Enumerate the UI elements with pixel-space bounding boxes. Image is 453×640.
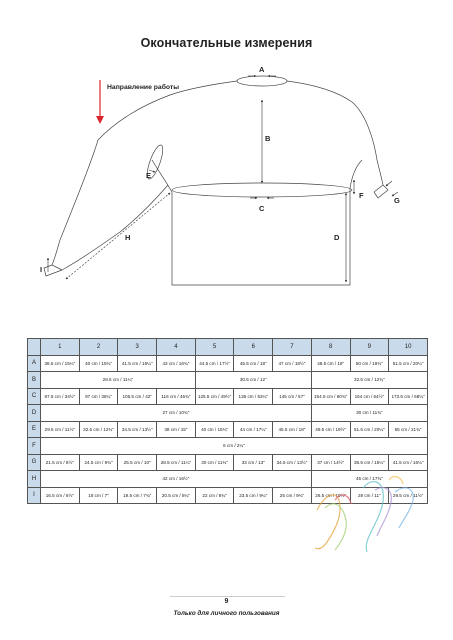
table-corner-cell [28,339,41,356]
table-row [28,388,428,405]
measurement-cell: 21.5 cm / 8½" [41,454,80,471]
measurement-cell: 20.5 cm / 8¼" [157,487,196,504]
table-row [28,438,428,455]
measurement-cell: 173.5 cm / 68¼" [389,388,428,405]
table-row [28,421,428,438]
size-column-header: 9 [350,339,389,356]
measurement-cell: 48.5 cm / 19" [311,355,350,372]
measurement-cell: 25 cm / 9¾" [273,487,312,504]
measurement-cell: 45.5 cm / 18" [234,355,273,372]
measurement-cell: 51.5 cm / 20¼" [389,355,428,372]
measurement-cell: 30.5 cm / 12" [195,372,311,389]
measurement-cell: 27 cm / 10¾" [41,405,312,422]
label-e: E [146,171,152,180]
measurement-cell: 40 cm / 15¾" [195,421,234,438]
measurement-cell: 164 cm / 64½" [350,388,389,405]
label-h: H [125,233,131,242]
measurement-cell: 125.5 cm / 49½" [195,388,234,405]
footer-divider [170,596,285,597]
measurement-cell: 30 cm / 11¾" [311,405,427,422]
table-row [28,405,428,422]
size-column-header: 10 [389,339,428,356]
measurement-cell: 26.5 cm / 10½" [311,487,350,504]
measurement-cell: 37 cm / 14½" [311,454,350,471]
measurement-cell: 6 cm / 2¼" [41,438,428,455]
work-direction-label: Направление работы [107,84,180,91]
label-f: F [359,191,364,200]
measurement-row-label: E [28,421,41,438]
size-column-header: 1 [41,339,80,356]
table-row [28,454,428,471]
measurement-cell: 38.5 cm / 15¼" [41,355,80,372]
measurement-cell: 32.5 cm / 12¾" [311,372,427,389]
label-g: G [394,196,400,205]
size-column-header: 3 [118,339,157,356]
measurement-cell: 22 cm / 8¾" [195,487,234,504]
page-number: 9 [224,598,229,605]
measurement-cell: 18 cm / 7" [79,487,118,504]
measurement-cell: 30 cm / 11¾" [195,454,234,471]
measurement-row-label: A [28,355,41,372]
measurement-cell: 19.5 cm / 7¾" [118,487,157,504]
measurement-cell: 55 cm / 21¾" [389,421,428,438]
measurement-cell: 44.5 cm / 17½" [195,355,234,372]
measurement-cell: 34.5 cm / 13½" [273,454,312,471]
label-b: B [265,134,271,143]
measurement-cell: 16.5 cm / 6½" [41,487,80,504]
decorative-figures-image [305,470,425,560]
measurement-cell: 154.5 cm / 60¾" [311,388,350,405]
measurement-cell: 23.5 cm / 9¼" [234,487,273,504]
measurement-cell: 97 cm / 38¼" [79,388,118,405]
measurement-cell: 49.5 cm / 19½" [311,421,350,438]
measurement-row-label: I [28,487,41,504]
table-row [28,355,428,372]
measurement-cell: 25.5 cm / 10" [118,454,157,471]
measurement-cell: 43 cm / 16¾" [157,355,196,372]
measurement-cell: 28.5 cm / 11¼" [157,454,196,471]
measurement-cell: 145 cm / 57" [273,388,312,405]
measurement-cell: 29.5 cm / 11½" [389,487,428,504]
measurement-cell: 42 cm / 16½" [41,471,312,488]
measurement-cell: 45 cm / 17¾" [311,471,427,488]
measurement-cell: 45.5 cm / 18" [273,421,312,438]
measurement-row-label: D [28,405,41,422]
measurement-cell: 40 cm / 15¾" [79,355,118,372]
measurement-row-label: F [28,438,41,455]
size-column-header: 7 [273,339,312,356]
measurement-cell: 41.5 cm / 16¼" [118,355,157,372]
measurement-cell: 32.5 cm / 12¾" [79,421,118,438]
page-title: Окончательные измерения [140,36,313,50]
measurement-row-label: G [28,454,41,471]
measurement-cell: 50 cm / 19¾" [350,355,389,372]
measurement-cell: 28 cm / 11" [350,487,389,504]
size-column-header: 8 [311,339,350,356]
size-column-header: 2 [79,339,118,356]
measurement-row-label: B [28,372,41,389]
measurement-cell: 87.5 cm / 34½" [41,388,80,405]
label-a: A [259,65,265,74]
garment-schematic [0,0,453,300]
size-column-header: 6 [234,339,273,356]
table-header-row [28,339,428,356]
measurement-cell: 29.5 cm / 11½" [41,421,80,438]
measurement-cell: 41.5 cm / 16¼" [389,454,428,471]
size-column-header: 5 [195,339,234,356]
measurement-cell: 44 cm / 17¼" [234,421,273,438]
label-c: C [259,204,265,213]
measurement-cell: 38 cm / 15" [157,421,196,438]
measurement-cell: 116 cm / 45¾" [157,388,196,405]
measurement-cell: 106.5 cm / 42" [118,388,157,405]
measurement-cell: 24.5 cm / 9¾" [79,454,118,471]
measurement-cell: 135 cm / 53¼" [234,388,273,405]
table-row [28,372,428,389]
measurement-cell: 28.5 cm / 11¼" [41,372,196,389]
footer-note: Только для личного пользования [173,610,280,617]
measurement-cell: 34.5 cm / 13½" [118,421,157,438]
sweater-outline [44,76,388,285]
label-d: D [334,233,340,242]
measurement-cell: 47 cm / 18½" [273,355,312,372]
label-i: I [40,265,43,274]
measurement-cell: 51.5 cm / 20¼" [350,421,389,438]
work-direction-arrow [96,80,104,124]
size-column-header: 4 [157,339,196,356]
measurement-cell: 33 cm / 13" [234,454,273,471]
measurement-row-label: H [28,471,41,488]
measurement-cell: 38.5 cm / 15¼" [350,454,389,471]
measurement-row-label: C [28,388,41,405]
